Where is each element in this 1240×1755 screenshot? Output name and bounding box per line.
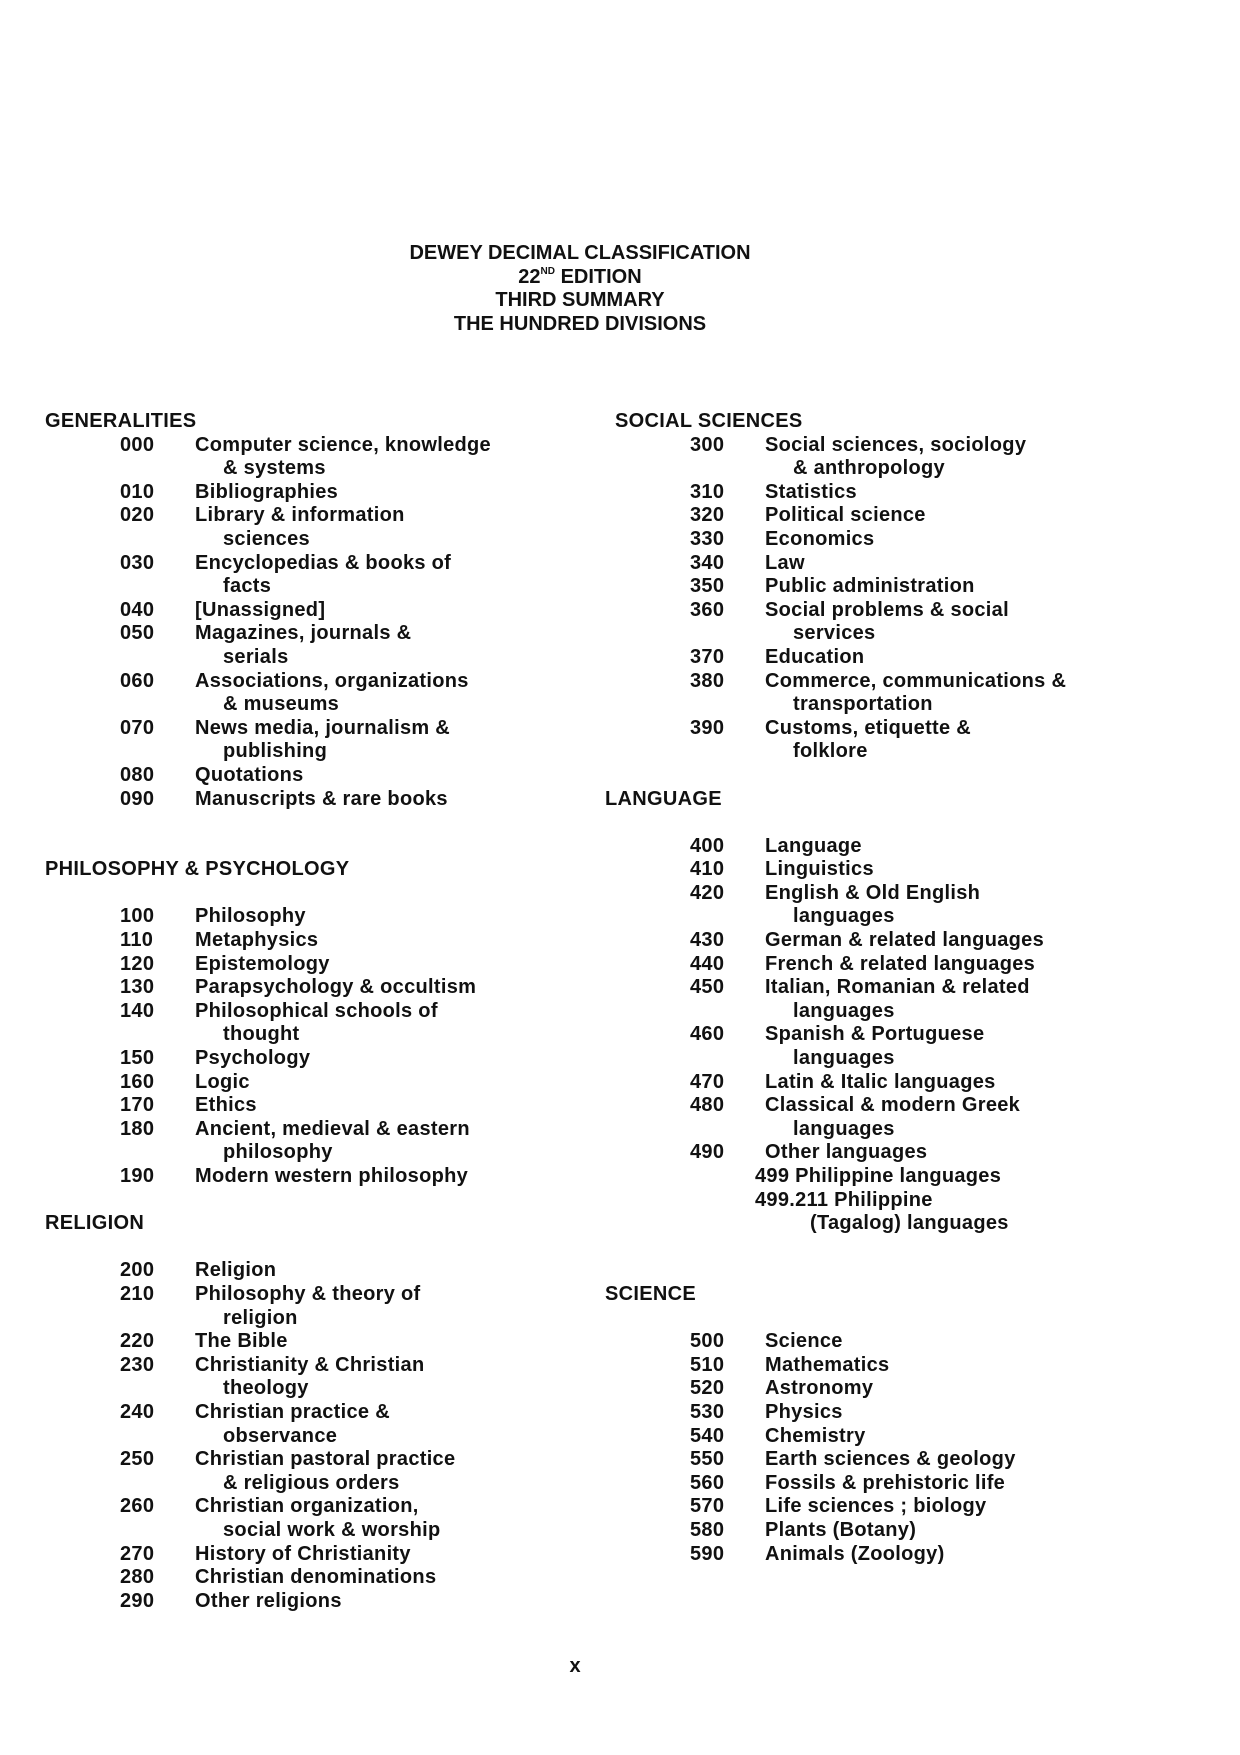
title-line-3: THIRD SUMMARY (495, 289, 665, 311)
section-generalities (45, 410, 585, 811)
classification-entry (615, 1377, 1155, 1401)
class-description (195, 1047, 540, 1071)
class-description-text: Education (765, 645, 865, 668)
class-description-text: Law (765, 551, 805, 574)
class-description (765, 599, 1110, 646)
edition-number: 22 (518, 265, 541, 288)
class-description (765, 858, 1110, 882)
class-description (195, 1330, 540, 1354)
class-number: 030 (120, 551, 155, 574)
classification-entry (615, 1495, 1155, 1519)
class-description-text: Other religions (195, 1589, 342, 1612)
class-number: 270 (120, 1542, 155, 1565)
class-description (765, 1472, 1110, 1496)
class-description-text: Christian pastoral practice (195, 1448, 456, 1471)
section-heading: RELIGION (45, 1212, 145, 1235)
class-description (765, 929, 1110, 953)
class-description (765, 1094, 1110, 1141)
classification-entry (45, 1000, 585, 1047)
classification-entry (615, 434, 1155, 481)
class-description (195, 1259, 540, 1283)
class-number: 130 (120, 976, 155, 999)
class-description (195, 1401, 540, 1448)
class-description (195, 504, 540, 551)
class-description-continuation: folklore (793, 740, 868, 763)
classification-entry (615, 1472, 1155, 1496)
class-description-text: Linguistics (765, 858, 874, 881)
class-description-text: Earth sciences & geology (765, 1448, 1016, 1471)
class-description (195, 953, 540, 977)
class-description-text: The Bible (195, 1330, 288, 1353)
sub-entry-continuation: (Tagalog) languages (810, 1212, 1009, 1235)
class-description (195, 1000, 540, 1047)
class-description (765, 504, 1110, 528)
classification-entry (615, 835, 1155, 859)
classification-entry (615, 717, 1155, 764)
class-description-text: English & Old English (765, 881, 981, 904)
class-description-text: Social sciences, sociology (765, 433, 1027, 456)
class-number: 020 (120, 504, 155, 527)
entry-list (615, 434, 1155, 764)
class-description-text: Library & information (195, 504, 405, 527)
class-number: 260 (120, 1495, 155, 1518)
class-description (195, 717, 540, 764)
section-religion (45, 1212, 585, 1613)
classification-entry (615, 953, 1155, 977)
classification-entry (45, 1094, 585, 1118)
classification-entry (615, 504, 1155, 528)
classification-entry (45, 1590, 585, 1614)
classification-entry (615, 929, 1155, 953)
class-number: 200 (120, 1259, 155, 1282)
page-number: x (569, 1655, 581, 1677)
class-description-text: Logic (195, 1070, 250, 1093)
class-description (765, 670, 1110, 717)
class-number: 480 (690, 1094, 725, 1117)
class-number: 500 (690, 1330, 725, 1353)
class-description (765, 1425, 1110, 1449)
class-description (765, 481, 1110, 505)
class-description-continuation: languages (793, 999, 895, 1022)
section-science (605, 1282, 1155, 1566)
class-number: 320 (690, 504, 725, 527)
class-number: 120 (120, 952, 155, 975)
class-description-text: Italian, Romanian & related (765, 976, 1030, 999)
class-description (195, 1283, 540, 1330)
class-description-text: News media, journalism & (195, 716, 451, 739)
classification-entry (45, 1165, 585, 1189)
class-description-text: Astronomy (765, 1377, 874, 1400)
class-description-continuation: transportation (793, 693, 933, 716)
class-description-text: [Unassigned] (195, 598, 326, 621)
entry-list (45, 1259, 585, 1613)
class-description-text: Religion (195, 1259, 277, 1282)
class-description-text: Classical & modern Greek (765, 1094, 1021, 1117)
class-description-text: Ethics (195, 1094, 257, 1117)
entry-list (45, 905, 585, 1188)
class-number: 240 (120, 1400, 155, 1423)
class-number: 040 (120, 598, 155, 621)
class-description (195, 1071, 540, 1095)
class-description-text: Social problems & social (765, 598, 1009, 621)
class-number: 190 (120, 1165, 155, 1187)
classification-entry (615, 670, 1155, 717)
class-number: 080 (120, 763, 155, 786)
class-number: 170 (120, 1094, 155, 1117)
class-description (765, 1141, 1110, 1165)
class-number: 470 (690, 1070, 725, 1093)
class-description-text: Manuscripts & rare books (195, 787, 448, 810)
class-description-text: Physics (765, 1400, 843, 1423)
classification-entry (45, 1330, 585, 1354)
class-description-text: Customs, etiquette & (765, 716, 972, 739)
class-description (195, 905, 540, 929)
class-description (195, 481, 540, 505)
classification-entry (45, 1495, 585, 1542)
class-description-continuation: theology (223, 1377, 309, 1400)
class-description-text: Language (765, 834, 862, 857)
class-number: 360 (690, 598, 725, 621)
class-description-continuation: & museums (223, 693, 340, 716)
class-number: 090 (120, 787, 155, 810)
edition-suffix: ND (540, 265, 555, 277)
classification-entry (45, 953, 585, 977)
class-description-continuation: religion (223, 1306, 298, 1329)
class-number: 390 (690, 716, 725, 739)
class-number: 110 (120, 929, 154, 952)
classification-entry (45, 976, 585, 1000)
class-description-continuation: & systems (223, 457, 326, 480)
class-number: 280 (120, 1566, 155, 1589)
classification-entry (615, 1094, 1155, 1141)
class-description (195, 670, 540, 717)
class-description-continuation: sciences (223, 527, 310, 550)
class-description-continuation: thought (223, 1023, 300, 1046)
class-description-continuation: serials (223, 645, 289, 668)
classification-entry (45, 670, 585, 717)
classification-entry (615, 1425, 1155, 1449)
class-description (765, 1071, 1110, 1095)
class-number: 230 (120, 1353, 155, 1376)
class-number: 460 (690, 1023, 725, 1046)
class-number: 000 (120, 433, 155, 456)
class-description (765, 1401, 1110, 1425)
class-description-continuation: social work & worship (223, 1518, 441, 1541)
class-description-text: Spanish & Portuguese (765, 1023, 985, 1046)
class-description-continuation: facts (223, 575, 272, 598)
class-description-text: Christianity & Christian (195, 1353, 425, 1376)
class-number: 380 (690, 669, 725, 692)
class-number: 420 (690, 881, 725, 904)
classification-entry (45, 1354, 585, 1401)
class-description-text: Philosophy & theory of (195, 1282, 421, 1305)
classification-entry (615, 552, 1155, 576)
classification-entry (45, 905, 585, 929)
class-number: 410 (690, 858, 725, 881)
classification-entry (615, 599, 1155, 646)
classification-entry (45, 504, 585, 551)
class-description-text: Life sciences ; biology (765, 1495, 987, 1518)
class-description-text: Metaphysics (195, 929, 319, 952)
class-number: 210 (120, 1282, 155, 1305)
class-description-text: Christian practice & (195, 1400, 390, 1423)
class-description (195, 1590, 540, 1614)
class-description-continuation: & anthropology (793, 457, 945, 480)
class-description (765, 976, 1110, 1023)
document-title (320, 242, 840, 336)
class-number: 510 (690, 1353, 725, 1376)
class-description-text: Commerce, communications & (765, 669, 1067, 692)
class-description (195, 929, 540, 953)
title-line-4: THE HUNDRED DIVISIONS (453, 312, 707, 335)
class-description-text: Magazines, journals & (195, 622, 412, 645)
class-description-continuation: languages (793, 1117, 895, 1140)
class-description (195, 764, 540, 788)
class-description-continuation: philosophy (223, 1141, 333, 1164)
class-description (195, 1543, 540, 1567)
class-description-text: Animals (Zoology) (765, 1542, 945, 1565)
class-number: 250 (120, 1448, 155, 1471)
classification-entry (615, 976, 1155, 1023)
class-description (765, 528, 1110, 552)
edition-word: EDITION (560, 265, 642, 288)
class-description (195, 976, 540, 1000)
classification-entry (615, 1023, 1155, 1070)
class-description (765, 646, 1110, 670)
class-description-text: Encyclopedias & books of (195, 551, 452, 574)
classification-entry (45, 1283, 585, 1330)
class-number: 140 (120, 999, 155, 1022)
classification-entry (45, 1566, 585, 1590)
class-description (195, 1566, 540, 1590)
title-line-1: DEWEY DECIMAL CLASSIFICATION (409, 242, 751, 264)
classification-entry (615, 1141, 1155, 1165)
class-description (765, 1519, 1110, 1543)
classification-entry (615, 882, 1155, 929)
class-number: 590 (690, 1542, 725, 1565)
classification-entry (615, 646, 1155, 670)
class-description-text: Christian organization, (195, 1495, 419, 1518)
classification-entry (45, 1071, 585, 1095)
classification-entry (45, 788, 585, 812)
class-description-continuation: & religious orders (223, 1471, 400, 1494)
section-heading: PHILOSOPHY & PSYCHOLOGY (45, 858, 350, 881)
classification-entry (615, 1330, 1155, 1354)
classification-entry (615, 1354, 1155, 1378)
section-heading: GENERALITIES (45, 410, 197, 432)
right-column (605, 410, 1155, 1566)
class-description-continuation: languages (793, 905, 895, 928)
class-description (195, 434, 540, 481)
classification-entry (615, 858, 1155, 882)
class-description (765, 1495, 1110, 1519)
classification-entry (45, 1118, 585, 1165)
class-description-text: Other languages (765, 1141, 928, 1164)
class-description-text: Philosophy (195, 905, 306, 928)
class-description-text: German & related languages (765, 929, 1045, 952)
class-description (765, 1543, 1110, 1567)
class-number: 310 (690, 480, 725, 503)
class-description (765, 552, 1110, 576)
class-description (195, 1448, 540, 1495)
entry-list (45, 434, 585, 812)
class-number: 290 (120, 1589, 155, 1612)
class-description-continuation: languages (793, 1047, 895, 1070)
class-number: 540 (690, 1424, 725, 1447)
classification-entry (45, 1448, 585, 1495)
classification-entry (45, 1259, 585, 1283)
sub-entry-499 (615, 1165, 1155, 1189)
classification-entry (45, 1401, 585, 1448)
class-number: 330 (690, 527, 725, 550)
entry-list (615, 835, 1155, 1165)
class-description (765, 1354, 1110, 1378)
sub-entry-text: 499 Philippine languages (755, 1165, 1002, 1187)
classification-entry (615, 1448, 1155, 1472)
class-description (195, 1495, 540, 1542)
classification-entry (615, 1543, 1155, 1567)
class-number: 490 (690, 1141, 725, 1164)
class-description-text: Modern western philosophy (195, 1165, 469, 1187)
classification-entry (615, 575, 1155, 599)
class-number: 150 (120, 1047, 155, 1070)
class-description (195, 1094, 540, 1118)
classification-entry (45, 717, 585, 764)
class-description (195, 599, 540, 623)
class-number: 450 (690, 976, 725, 999)
section-heading: LANGUAGE (605, 787, 722, 810)
class-description (195, 1354, 540, 1401)
class-description (765, 575, 1110, 599)
class-number: 070 (120, 716, 155, 739)
classification-entry (45, 434, 585, 481)
class-description (765, 717, 1110, 764)
class-description (765, 835, 1110, 859)
sub-entry-499-211 (615, 1189, 1155, 1236)
class-description-continuation: observance (223, 1424, 338, 1447)
class-description (765, 1330, 1110, 1354)
classification-entry (45, 599, 585, 623)
class-number: 570 (690, 1495, 725, 1518)
class-description-text: Psychology (195, 1047, 311, 1070)
class-number: 220 (120, 1330, 155, 1353)
class-description-text: Quotations (195, 763, 304, 786)
classification-entry (615, 481, 1155, 505)
class-description (195, 1165, 540, 1189)
class-description-text: Science (765, 1330, 843, 1353)
class-number: 580 (690, 1518, 725, 1541)
class-description-text: Associations, organizations (195, 669, 469, 692)
class-description (195, 552, 540, 599)
class-number: 550 (690, 1448, 725, 1471)
class-description-text: Parapsychology & occultism (195, 976, 477, 999)
left-column (45, 410, 585, 1613)
class-description (765, 434, 1110, 481)
sub-entry-text: 499.211 Philippine (755, 1188, 933, 1211)
class-description (195, 622, 540, 669)
class-description-text: Bibliographies (195, 480, 339, 503)
classification-entry (615, 528, 1155, 552)
class-number: 100 (120, 905, 155, 928)
class-number: 530 (690, 1400, 725, 1423)
class-description-text: History of Christianity (195, 1542, 411, 1565)
classification-entry (45, 764, 585, 788)
title-line-2 (320, 266, 840, 290)
class-description (765, 1023, 1110, 1070)
classification-entry (45, 929, 585, 953)
class-number: 560 (690, 1471, 725, 1494)
class-number: 180 (120, 1117, 155, 1140)
class-description-continuation: publishing (223, 740, 328, 763)
class-number: 520 (690, 1377, 725, 1400)
class-number: 010 (120, 480, 155, 503)
class-description (195, 788, 540, 812)
section-social-sciences (615, 410, 1155, 764)
class-description-text: Chemistry (765, 1424, 866, 1447)
class-description-text: Latin & Italic languages (765, 1070, 996, 1093)
classification-entry (45, 481, 585, 505)
class-number: 400 (690, 834, 725, 857)
class-number: 050 (120, 622, 155, 645)
class-description-text: Philosophical schools of (195, 999, 438, 1022)
class-description-text: Fossils & prehistoric life (765, 1471, 1006, 1494)
class-description-text: Plants (Botany) (765, 1518, 917, 1541)
class-description (765, 953, 1110, 977)
class-number: 300 (690, 433, 725, 456)
class-number: 060 (120, 669, 155, 692)
class-description (765, 882, 1110, 929)
class-number: 350 (690, 575, 725, 598)
class-description-text: Political science (765, 504, 926, 527)
class-description-text: Christian denominations (195, 1566, 437, 1589)
class-description-text: Ancient, medieval & eastern (195, 1117, 470, 1140)
classification-entry (615, 1401, 1155, 1425)
section-language (605, 787, 1155, 1236)
classification-entry (615, 1071, 1155, 1095)
class-number: 340 (690, 551, 725, 574)
class-description-text: Computer science, knowledge (195, 433, 491, 456)
class-number: 370 (690, 645, 725, 668)
class-number: 440 (690, 952, 725, 975)
classification-entry (45, 622, 585, 669)
entry-list (615, 1330, 1155, 1566)
class-description-text: French & related languages (765, 952, 1036, 975)
classification-entry (45, 1543, 585, 1567)
classification-entry (45, 1047, 585, 1071)
class-description (765, 1448, 1110, 1472)
section-heading: SOCIAL SCIENCES (615, 410, 803, 432)
class-description-text: Economics (765, 527, 875, 550)
class-description-text: Statistics (765, 480, 857, 503)
classification-entry (615, 1519, 1155, 1543)
class-description-text: Epistemology (195, 952, 330, 975)
class-description (765, 1377, 1110, 1401)
classification-entry (45, 552, 585, 599)
section-philosophy (45, 858, 585, 1188)
class-description-text: Public administration (765, 575, 975, 598)
class-description-text: Mathematics (765, 1353, 890, 1376)
class-number: 430 (690, 929, 725, 952)
class-description-continuation: services (793, 622, 876, 645)
class-number: 160 (120, 1070, 155, 1093)
section-heading: SCIENCE (605, 1282, 697, 1305)
class-description (195, 1118, 540, 1165)
